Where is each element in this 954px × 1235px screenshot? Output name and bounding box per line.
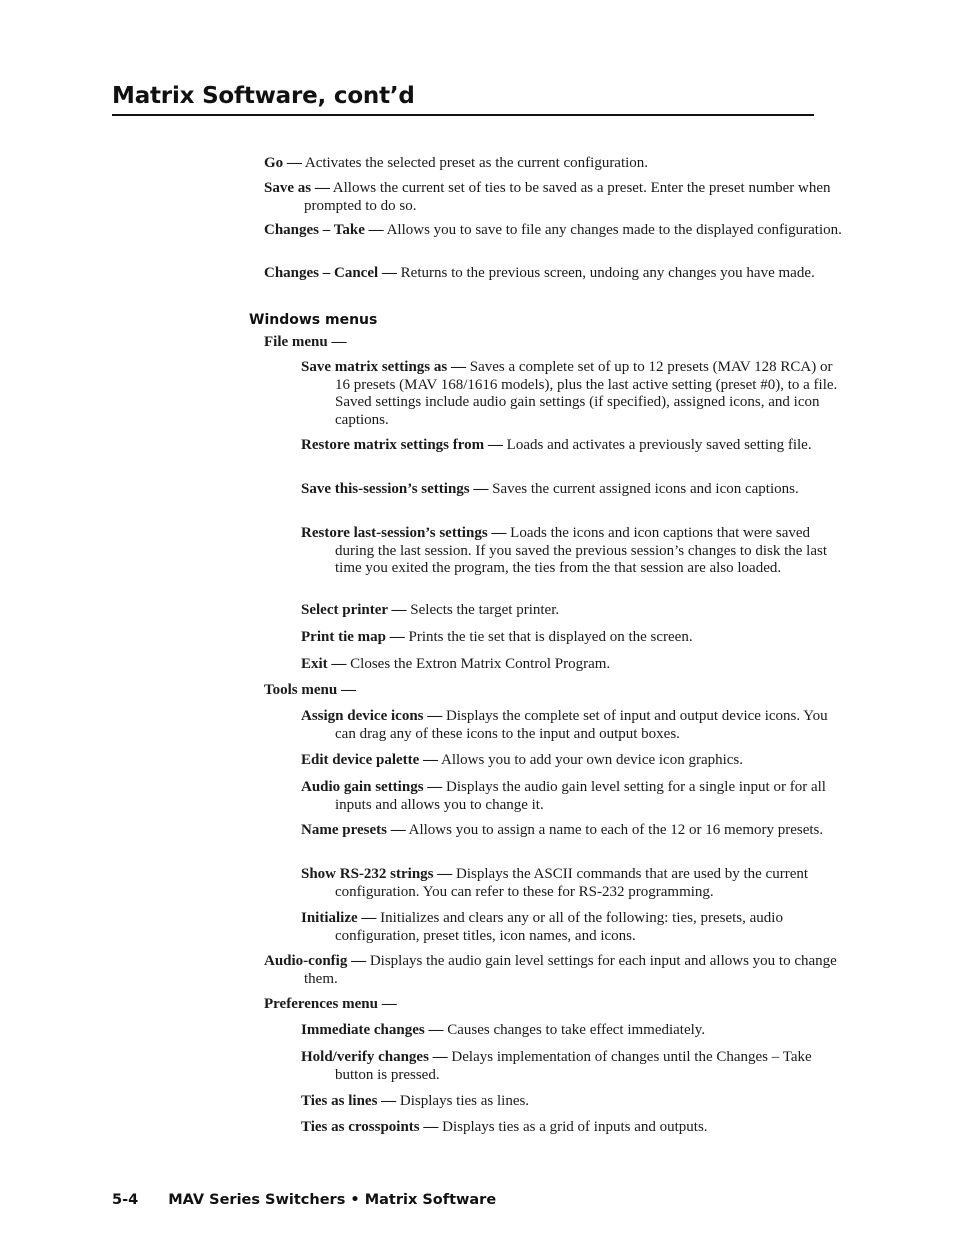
term-label: Ties as lines —	[301, 1093, 397, 1109]
entry-assign-device-icons	[301, 708, 849, 743]
term-description: Displays the audio gain level setting for a single input or for all inputs and allows you to change it.	[335, 779, 826, 813]
term-label: Go —	[264, 155, 302, 171]
term-description: Activates the selected preset as the current configuration.	[304, 155, 649, 171]
tools-menu-label: Tools menu —	[264, 682, 356, 698]
preferences-menu-label: Preferences menu —	[264, 996, 397, 1012]
term-description: Displays ties as lines.	[399, 1093, 530, 1109]
entry-restore-matrix-settings	[301, 437, 849, 455]
term-description: Loads and activates a previously saved setting file.	[506, 437, 812, 453]
entry-audio-gain-settings	[301, 779, 849, 814]
entry-changes-take	[264, 222, 864, 240]
term-label: Name presets —	[301, 822, 406, 838]
term-description: Causes changes to take effect immediately.	[447, 1022, 706, 1038]
term-description: Allows the current set of ties to be saved as a preset. Enter the preset number when prompted to do so.	[304, 180, 831, 214]
term-label: Edit device palette —	[301, 752, 439, 768]
term-label: Select printer —	[301, 602, 407, 618]
term-description: Displays ties as a grid of inputs and outputs.	[442, 1119, 708, 1135]
footer-text: MAV Series Switchers • Matrix Software	[168, 1192, 497, 1208]
term-description: Closes the Extron Matrix Control Program.	[350, 656, 611, 672]
entry-initialize	[301, 910, 849, 945]
term-description: Returns to the previous screen, undoing any changes you have made.	[400, 265, 815, 281]
term-label: Print tie map —	[301, 629, 405, 645]
entry-hold-verify-changes	[301, 1049, 849, 1084]
term-label: Save as —	[264, 180, 330, 196]
term-label: Immediate changes —	[301, 1022, 444, 1038]
entry-show-rs232-strings	[301, 866, 849, 901]
file-menu-label: File menu —	[264, 334, 347, 350]
term-label: Audio-config —	[264, 953, 367, 969]
term-description: Allows you to save to file any changes made to the displayed configuration.	[386, 222, 842, 238]
term-description: Displays the ASCII commands that are used by the current configuration. You can refer to these for RS-232 programming.	[335, 866, 809, 900]
page-footer	[112, 1192, 496, 1208]
page-number: 5-4	[112, 1192, 139, 1208]
term-label: Initialize —	[301, 910, 377, 926]
entry-save-matrix-settings-as	[301, 359, 849, 429]
term-description: Delays implementation of changes until the Changes – Take button is pressed.	[335, 1049, 812, 1083]
term-description: Saves the current assigned icons and icon captions.	[492, 481, 799, 497]
term-description: Allows you to assign a name to each of the 12 or 16 memory presets.	[408, 822, 824, 838]
term-label: Show RS-232 strings —	[301, 866, 453, 882]
term-description: Prints the tie set that is displayed on the screen.	[408, 629, 693, 645]
term-description: Loads the icons and icon captions that were saved during the last session. If you saved the previous session’s changes to disk the last time you exited the program, the ties from the that session are also loaded.	[335, 525, 828, 576]
entry-select-printer	[301, 602, 849, 620]
term-label: Changes – Cancel —	[264, 265, 397, 281]
term-label: Restore matrix settings from —	[301, 437, 503, 453]
term-label: Restore last-session’s settings —	[301, 525, 507, 541]
term-description: Saves a complete set of up to 12 presets (MAV 128 RCA) or 16 presets (MAV 168/1616 models), plus the last active setting (preset #0), to a file. Saved settings include audio gain settings (if specified), assigned icons, and icon captions.	[335, 359, 838, 428]
entry-ties-as-crosspoints	[301, 1119, 849, 1137]
entry-immediate-changes	[301, 1022, 849, 1040]
heading-rule	[112, 114, 814, 116]
term-description: Initializes and clears any or all of the following: ties, presets, audio configuration, preset titles, icon names, and icons.	[335, 910, 783, 944]
term-label: Exit —	[301, 656, 347, 672]
term-label: Save this-session’s settings —	[301, 481, 489, 497]
term-label: Audio gain settings —	[301, 779, 443, 795]
entry-go	[264, 155, 864, 173]
entry-save-as	[264, 180, 864, 215]
term-description: Displays the complete set of input and output device icons. You can drag any of these icons to the input and output boxes.	[335, 708, 828, 742]
page-heading: Matrix Software, cont’d	[112, 83, 415, 109]
entry-edit-device-palette	[301, 752, 849, 770]
term-label: Changes – Take —	[264, 222, 384, 238]
term-label: Assign device icons —	[301, 708, 443, 724]
term-label: Save matrix settings as —	[301, 359, 466, 375]
term-description: Displays the audio gain level settings for each input and allows you to change them.	[304, 953, 837, 987]
term-label: Hold/verify changes —	[301, 1049, 448, 1065]
term-description: Allows you to add your own device icon graphics.	[441, 752, 744, 768]
entry-restore-last-session	[301, 525, 849, 578]
entry-changes-cancel	[264, 265, 864, 283]
windows-menus-heading: Windows menus	[249, 312, 378, 328]
term-label: Ties as crosspoints —	[301, 1119, 439, 1135]
entry-print-tie-map	[301, 629, 849, 647]
entry-exit	[301, 656, 849, 674]
entry-save-this-session	[301, 481, 849, 499]
entry-audio-config	[264, 953, 864, 988]
entry-name-presets	[301, 822, 849, 840]
entry-ties-as-lines	[301, 1093, 849, 1111]
term-description: Selects the target printer.	[410, 602, 560, 618]
